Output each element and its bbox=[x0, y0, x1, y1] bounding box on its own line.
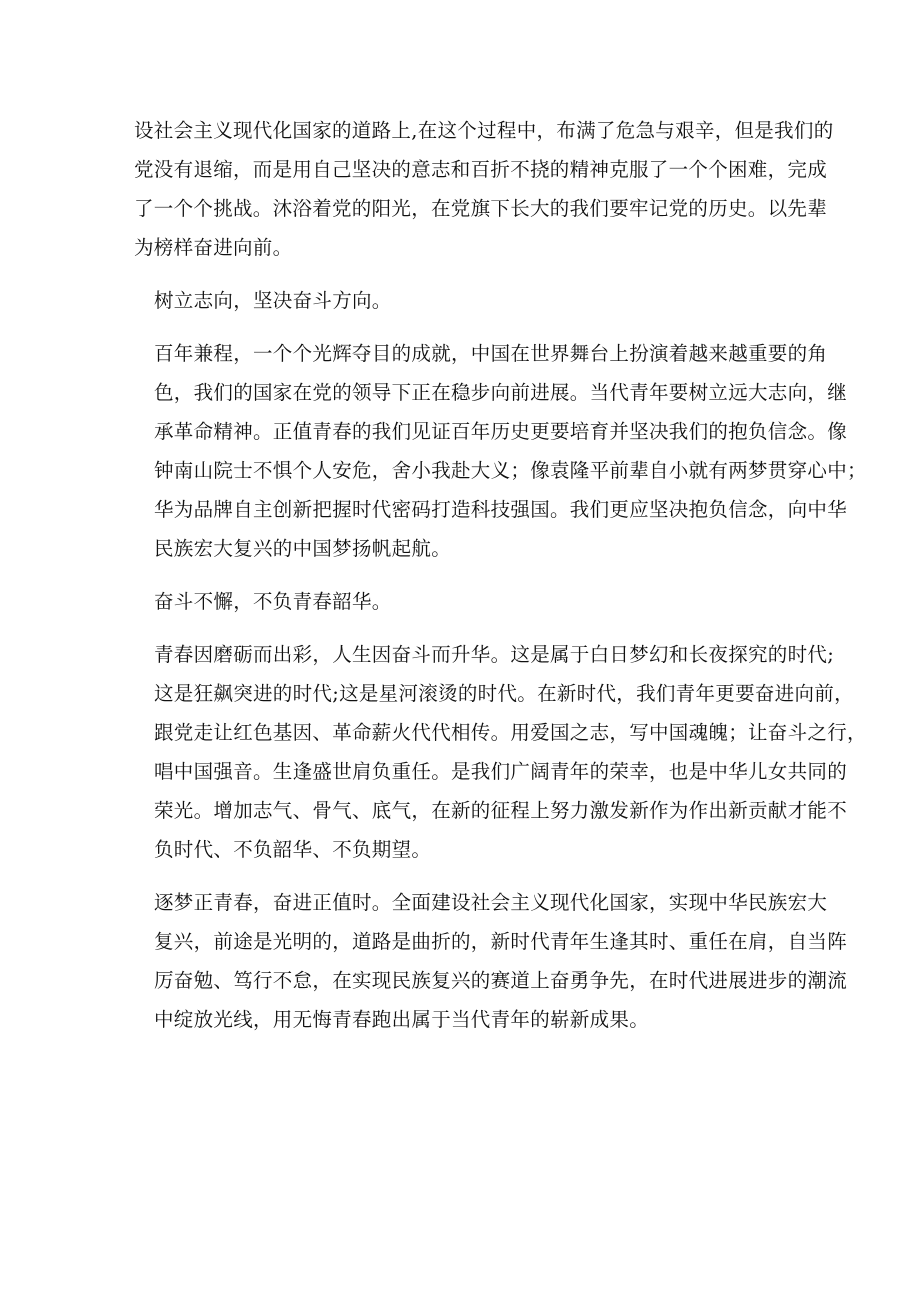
section-heading-aspiration bbox=[134, 281, 804, 320]
text-line: 华为品牌自主创新把握时代密码打造科技强国。我们更应坚决抱负信念，向中华 bbox=[154, 498, 848, 521]
text-line: 色，我们的国家在党的领导下正在稳步向前进展。当代青年要树立远大志向，继 bbox=[154, 381, 848, 404]
section-heading-striving bbox=[134, 582, 804, 621]
text-line: 设社会主义现代化国家的道路上,在这个过程中，布满了危急与艰辛，但是我们的 bbox=[134, 119, 834, 142]
paragraph-chasing-dreams bbox=[134, 883, 848, 1039]
text-line: 承革命精神。正值青春的我们见证百年历史更要培育并坚决我们的抱负信念。像 bbox=[154, 420, 848, 443]
text-line: 为榜样奋进向前。 bbox=[134, 236, 293, 259]
text-line: 厉奋勉、笃行不怠，在实现民族复兴的赛道上奋勇争先，在时代进展进步的潮流 bbox=[154, 969, 848, 992]
document-body bbox=[134, 111, 867, 1039]
text-line: 党没有退缩，而是用自己坚决的意志和百折不挠的精神克服了一个个困难，完成 bbox=[134, 158, 828, 181]
text-line: 青春因磨砺而出彩，人生因奋斗而升华。这是属于白日梦幻和长夜探究的时代; bbox=[154, 643, 835, 666]
paragraph-youth-striving bbox=[134, 635, 867, 869]
text-line: 中绽放光线，用无悔青春跑出属于当代青年的崭新成果。 bbox=[154, 1008, 650, 1031]
paragraph-continuation bbox=[134, 111, 834, 267]
text-line: 复兴，前途是光明的，道路是曲折的，新时代青年生逢其时、重任在肩，自当阵 bbox=[154, 930, 848, 953]
text-line: 民族宏大复兴的中国梦扬帆起航。 bbox=[154, 537, 452, 560]
text-line: 树立志向，坚决奋斗方向。 bbox=[154, 289, 392, 312]
text-line: 跟党走让红色基因、革命薪火代代相传。用爱国之志，写中国魂魄；让奋斗之行， bbox=[154, 721, 867, 744]
text-line: 钟南山院士不惧个人安危，舍小我赴大义；像袁隆平前辈自小就有两梦贯穿心中； bbox=[154, 459, 867, 482]
text-line: 奋斗不懈，不负青春韶华。 bbox=[154, 590, 392, 613]
text-line: 负时代、不负韶华、不负期望。 bbox=[154, 838, 432, 861]
paragraph-century-journey bbox=[134, 334, 867, 568]
text-line: 百年兼程，一个个光辉夺目的成就，中国在世界舞台上扮演着越来越重要的角 bbox=[154, 342, 828, 365]
text-line: 了一个个挑战。沐浴着党的阳光，在党旗下长大的我们要牢记党的历史。以先辈 bbox=[134, 197, 828, 220]
text-line: 这是狂飙突进的时代;这是星河滚烫的时代。在新时代，我们青年更要奋进向前， bbox=[154, 682, 854, 705]
text-line: 逐梦正青春，奋进正值时。全面建设社会主义现代化国家，实现中华民族宏大 bbox=[154, 891, 828, 914]
text-line: 唱中国强音。生逢盛世肩负重任。是我们广阔青年的荣幸，也是中华儿女共同的 bbox=[154, 760, 848, 783]
text-line: 荣光。增加志气、骨气、底气，在新的征程上努力激发新作为作出新贡献才能不 bbox=[154, 799, 848, 822]
